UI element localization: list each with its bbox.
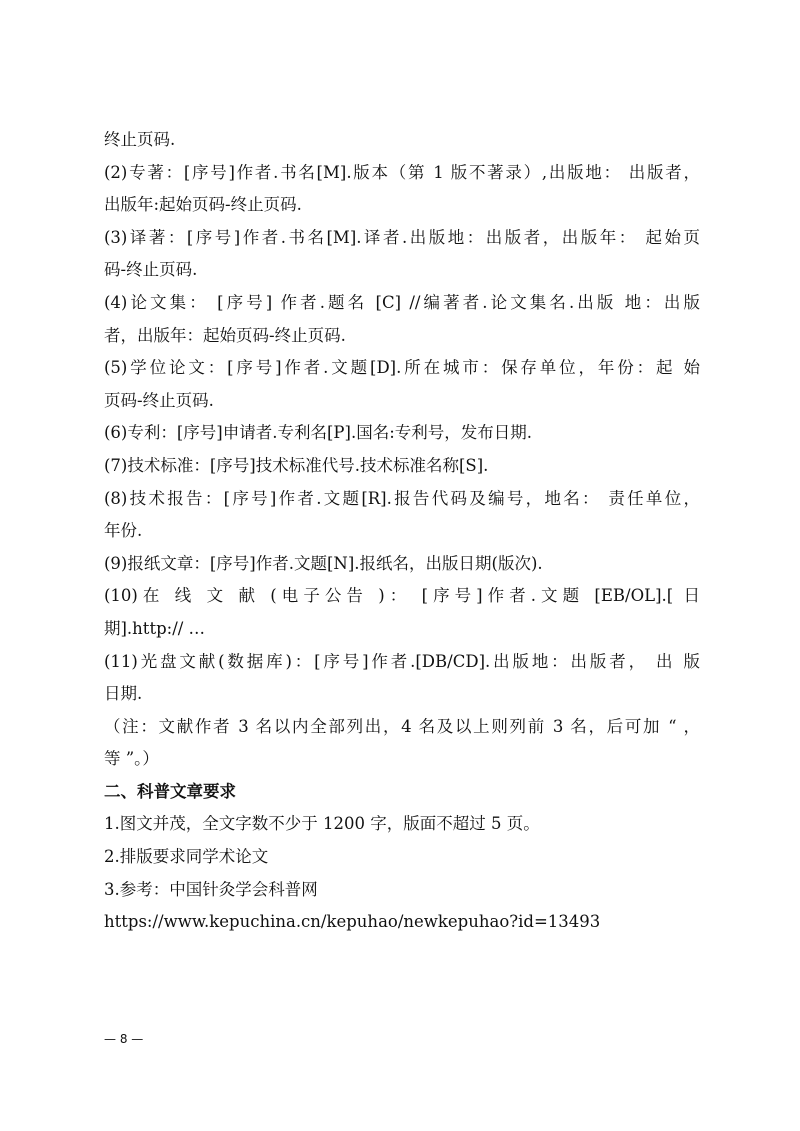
section-item: 3.参考：中国针灸学会科普网 <box>104 879 318 899</box>
reference-line: (5)学位论文：[序号]作者.文题[D].所在城市：保存单位，年份：起 始 <box>104 358 700 378</box>
section-heading: 二、科普文章要求 <box>104 781 236 801</box>
note-line: （注：文献作者 3 名以内全部列出，4 名及以上则列前 3 名，后可加 “ ， <box>104 716 700 736</box>
reference-line: (6)专利：[序号]申请者.专利名[P].国名:专利号，发布日期. <box>104 423 533 443</box>
document-body <box>104 124 700 939</box>
section-item: 1.图文并茂，全文字数不少于 1200 字，版面不超过 5 页。 <box>104 814 540 834</box>
reference-line: (11)光盘文献(数据库)：[序号]作者.[DB/CD].出版地：出版者， 出 版 <box>104 651 700 671</box>
reference-line: 日期. <box>104 684 143 704</box>
reference-line: (8)技术报告：[序号]作者.文题[R].报告代码及编号，地名： 责任单位， <box>104 488 700 508</box>
reference-line: (9)报纸文章：[序号]作者.文题[N].报纸名，出版日期(版次). <box>104 553 543 573</box>
page-number: — 8 — <box>104 1032 144 1046</box>
reference-line: 码-终止页码. <box>104 260 198 280</box>
note-line: 等 ”。） <box>104 749 159 769</box>
reference-line: 期].http:// … <box>104 618 206 638</box>
reference-line: (4)论文集： [序号] 作者.题名 [C] //编著者.论文集名.出版 地：出版 <box>104 292 700 312</box>
section-item: 2.排版要求同学术论文 <box>104 847 269 867</box>
reference-line: 页码-终止页码. <box>104 390 214 410</box>
reference-line: 出版年:起始页码-终止页码. <box>104 195 302 215</box>
reference-line: 终止页码. <box>104 130 176 149</box>
reference-line: (3)译著：[序号]作者.书名[M].译者.出版地：出版者，出版年： 起始页 <box>104 227 700 247</box>
reference-line: (10)在 线 文 献 (电子公告 )： [序号]作者.文题 [EB/OL].[ 日 <box>104 586 700 606</box>
reference-line: 年份. <box>104 521 143 541</box>
reference-line: 者，出版年：起始页码-终止页码. <box>104 325 346 345</box>
reference-url[interactable]: https://www.kepuchina.cn/kepuhao/newkepuhao?id=13493 <box>104 912 601 932</box>
reference-line: (2)专著：[序号]作者.书名[M].版本（第 1 版不著录）,出版地： 出版者， <box>104 162 700 182</box>
reference-line: (7)技术标准：[序号]技术标准代号.技术标准名称[S]. <box>104 455 489 475</box>
